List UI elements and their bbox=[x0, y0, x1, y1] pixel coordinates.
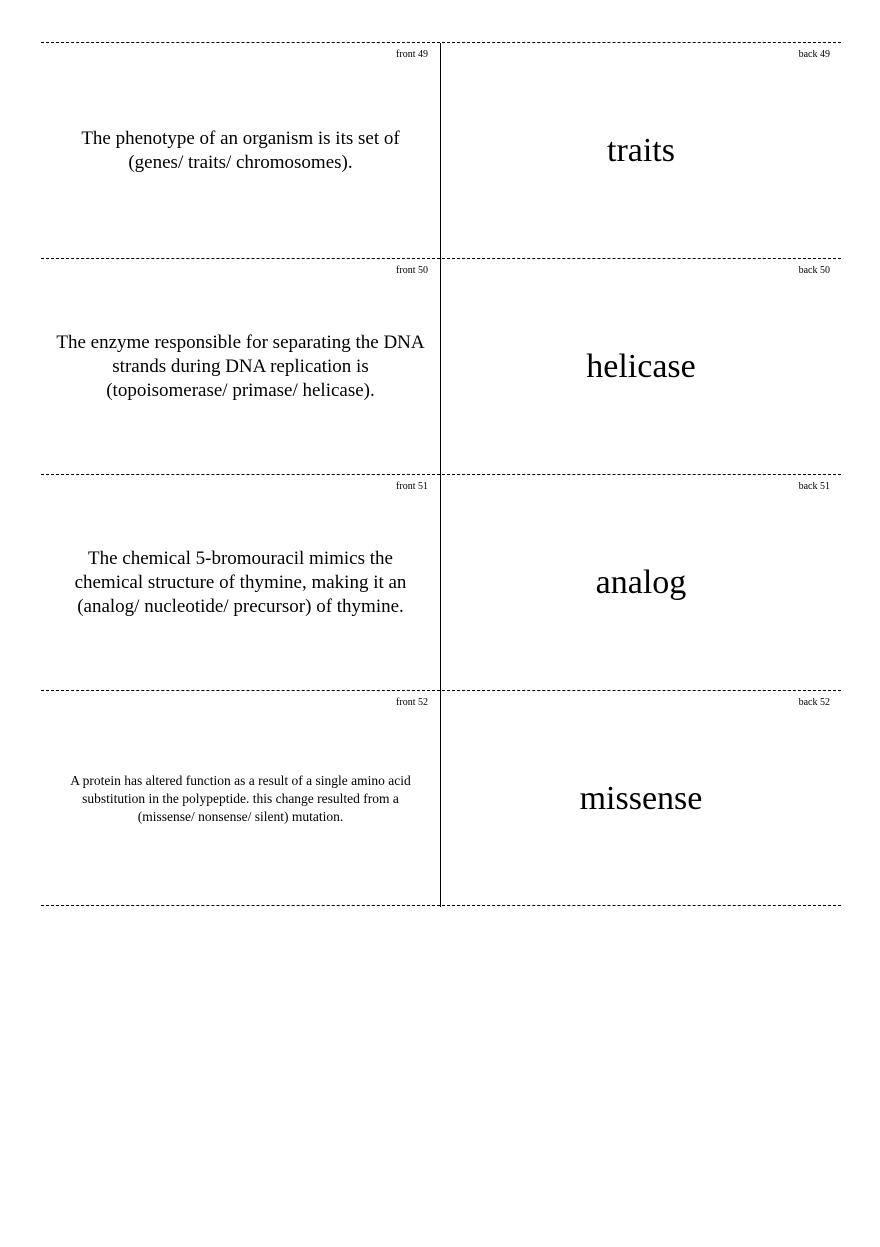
front-label: front 51 bbox=[396, 481, 428, 492]
card-back-50 bbox=[441, 259, 841, 475]
front-label: front 49 bbox=[396, 49, 428, 60]
card-front-49 bbox=[41, 43, 441, 259]
question-text: The chemical 5-bromouracil mimics the chemical structure of thymine, making it an (analog/ nucleotide/ precursor) of thymine. bbox=[74, 548, 407, 617]
answer-text: traits bbox=[607, 132, 675, 169]
card-back-49 bbox=[441, 43, 841, 259]
back-label: back 51 bbox=[798, 481, 830, 492]
question-text: The phenotype of an organism is its set of (genes/ traits/ chromosomes). bbox=[81, 128, 400, 173]
flashcard-row-52 bbox=[41, 690, 841, 906]
card-front-52 bbox=[41, 691, 441, 907]
card-front-50 bbox=[41, 259, 441, 475]
answer-text: missense bbox=[579, 780, 703, 817]
flashcard-row-49 bbox=[41, 42, 841, 258]
card-back-51 bbox=[441, 475, 841, 691]
flashcard-row-51 bbox=[41, 474, 841, 690]
answer-text: helicase bbox=[586, 348, 696, 385]
front-label: front 50 bbox=[396, 265, 428, 276]
flashcard-sheet bbox=[41, 42, 841, 906]
back-label: back 52 bbox=[798, 697, 830, 708]
flashcard-row-50 bbox=[41, 258, 841, 474]
question-text: A protein has altered function as a result of a single amino acid substitution in the polypeptide. this change resulted from a (missense/ nonsense/ silent) mutation. bbox=[70, 773, 411, 824]
back-label: back 49 bbox=[798, 49, 830, 60]
card-back-52 bbox=[441, 691, 841, 907]
card-front-51 bbox=[41, 475, 441, 691]
answer-text: analog bbox=[595, 564, 687, 601]
question-text: The enzyme responsible for separating the DNA strands during DNA replication is (topoisomerase/ primase/ helicase). bbox=[56, 332, 425, 401]
back-label: back 50 bbox=[798, 265, 830, 276]
front-label: front 52 bbox=[396, 697, 428, 708]
